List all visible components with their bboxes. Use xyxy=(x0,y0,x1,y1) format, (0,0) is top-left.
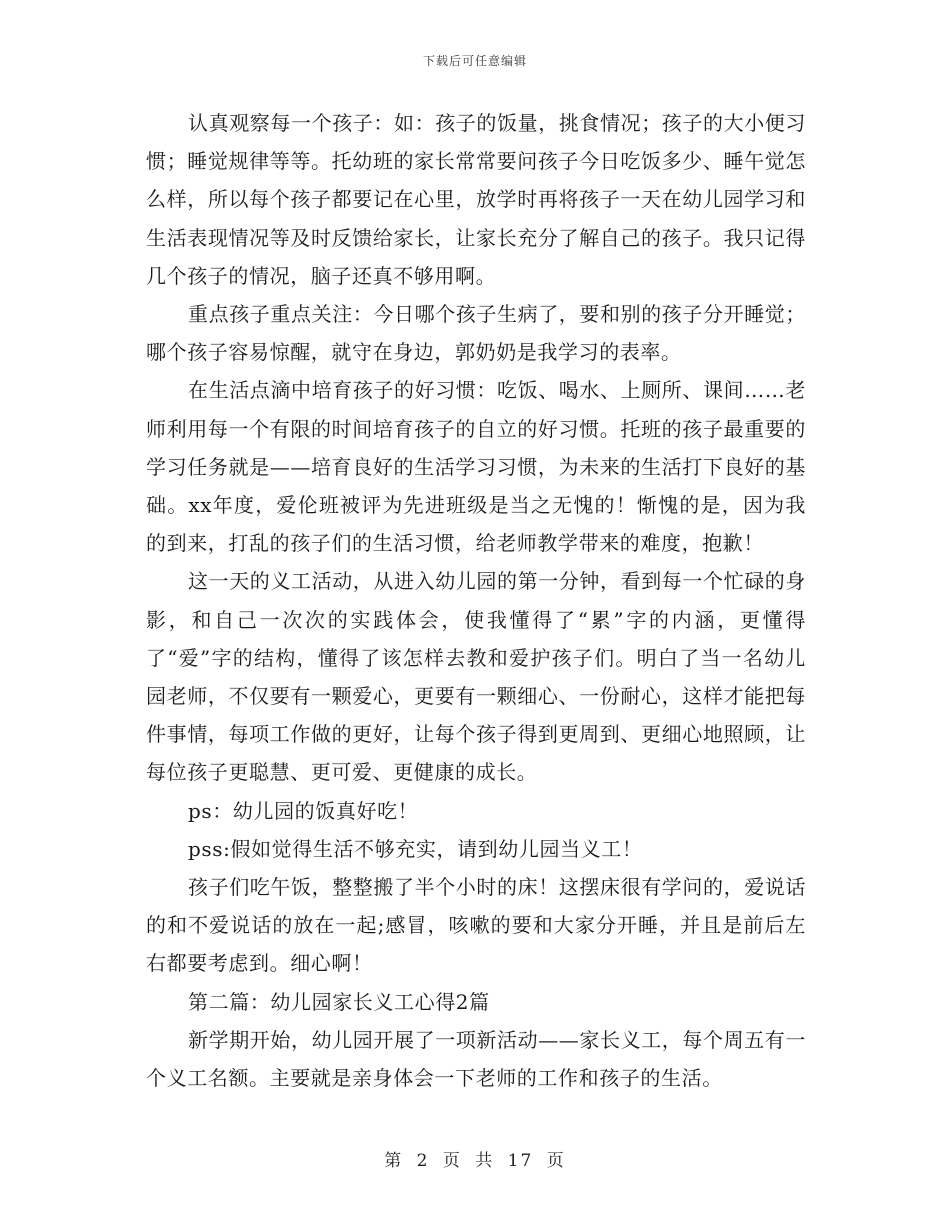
paragraph: 在生活点滴中培育孩子的好习惯：吃饭、喝水、上厕所、课间……老师利用每一个有限的时间培育孩子的自立的好习惯。托班的孩子最重要的学习任务就是——培育良好的生活学习习惯，为未来的生活打下良好的基础。xx年度，爱伦班被评为先进班级是当之无愧的！惭愧的是，因为我的到来，打乱的孩子们的生活习惯，给老师教学带来的难度，抱歉！ xyxy=(146,378,806,556)
paragraph: pss:假如觉得生活不够充实，请到幼儿园当义工！ xyxy=(188,836,643,861)
page-footer: 第 2 页 共 17 页 xyxy=(384,1151,566,1171)
section-heading: 第二篇：幼儿园家长义工心得2篇 xyxy=(188,989,490,1014)
paragraph: 孩子们吃午饭，整整搬了半个小时的床！这摆床很有学问的，爱说话的和不爱说话的放在一起;感冒，咳嗽的要和大家分开睡，并且是前后左右都要考虑到。细心啊！ xyxy=(146,875,806,976)
paragraph: 重点孩子重点关注：今日哪个孩子生病了，要和别的孩子分开睡觉；哪个孩子容易惊醒，就守在身边，郭奶奶是我学习的表率。 xyxy=(146,302,806,365)
document-body xyxy=(146,104,806,1097)
paragraph: 这一天的义工活动，从进入幼儿园的第一分钟，看到每一个忙碌的身影，和自己一次次的实践体会，使我懂得了“累”字的内涵，更懂得了“爱”字的结构，懂得了该怎样去教和爱护孩子们。明白了当一名幼儿园老师，不仅要有一颗爱心，更要有一颗细心、一份耐心，这样才能把每件事情，每项工作做的更好，让每个孩子得到更周到、更细心地照顾，让每位孩子更聪慧、更可爱、更健康的成长。 xyxy=(146,569,806,785)
page-header: 下载后可任意编辑 xyxy=(422,54,527,68)
paragraph: 新学期开始，幼儿园开展了一项新活动——家长义工，每个周五有一个义工名额。主要就是亲身体会一下老师的工作和孩子的生活。 xyxy=(146,1027,806,1091)
paragraph: 认真观察每一个孩子：如：孩子的饭量，挑食情况；孩子的大小便习惯；睡觉规律等等。托幼班的家长常常要问孩子今日吃饭多少、睡午觉怎么样，所以每个孩子都要记在心里，放学时再将孩子一天在幼儿园学习和生活表现情况等及时反馈给家长，让家长充分了解自己的孩子。我只记得几个孩子的情况，脑子还真不够用啊。 xyxy=(146,111,806,288)
paragraph: ps：幼儿园的饭真好吃！ xyxy=(188,798,419,823)
